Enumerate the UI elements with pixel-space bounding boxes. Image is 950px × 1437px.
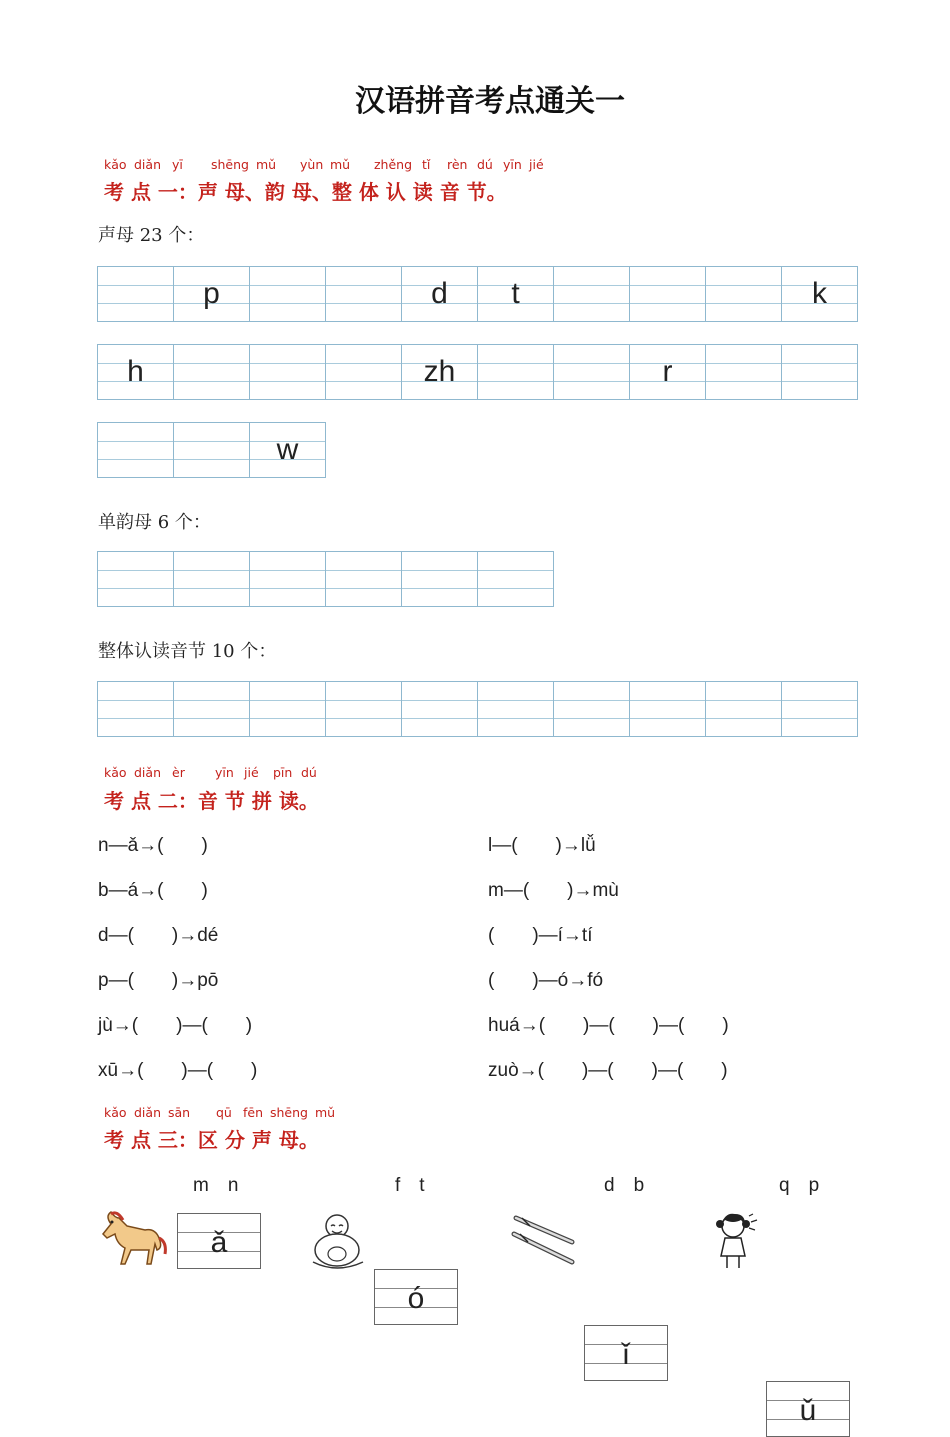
writing-cell[interactable] [478, 266, 554, 322]
initial-pair-2: f t [395, 1175, 425, 1196]
exercise-right-4: ( )—ó→fó [488, 970, 604, 991]
zhengti-grid [97, 681, 858, 737]
writing-cell[interactable] [706, 266, 782, 322]
pinyin-syllable: mǔ [315, 1105, 336, 1120]
letter: zh [423, 355, 456, 388]
pinyin-syllable: rèn [447, 157, 468, 172]
section1-pinyin [104, 157, 604, 173]
yunmu-label: 单韵母 6 个： [98, 512, 211, 533]
writing-cell[interactable] [326, 344, 402, 400]
pinyin-syllable: èr [172, 765, 185, 780]
writing-cell[interactable] [782, 344, 858, 400]
exercise-left-6: xū→( )—( ) [98, 1060, 258, 1081]
shengmu-grid-row3 [97, 422, 326, 478]
pinyin-syllable: pīn [273, 765, 293, 780]
exercise-right-5: huá→( )—( )—( ) [488, 1015, 729, 1036]
pinyin-syllable: yī [172, 157, 183, 172]
pinyin-syllable: zhěng [374, 157, 413, 172]
writing-cell[interactable] [250, 422, 326, 478]
section1-heading: 考 点 一：声 母、韵 母、整 体 认 读 音 节。 [104, 180, 507, 204]
letter: r [662, 355, 673, 388]
pinyin-syllable: yùn [300, 157, 324, 172]
letter: k [812, 277, 827, 310]
writing-cell[interactable] [174, 266, 250, 322]
section2-heading: 考 点 二：音 节 拼 读。 [104, 789, 319, 813]
writing-cell[interactable] [98, 681, 174, 737]
zhengti-label: 整体认读音节 10 个： [98, 641, 277, 662]
pinyin-syllable: jié [529, 157, 544, 172]
letter: w [276, 433, 299, 466]
buddha-icon [305, 1212, 369, 1272]
writing-cell[interactable] [98, 422, 174, 478]
writing-cell[interactable] [478, 551, 554, 607]
writing-cell[interactable] [782, 681, 858, 737]
writing-cell[interactable] [326, 551, 402, 607]
writing-cell[interactable] [326, 266, 402, 322]
section3-heading: 考 点 三：区 分 声 母。 [104, 1128, 319, 1152]
pinyin-syllable: diǎn [134, 157, 161, 172]
girl-icon [711, 1210, 759, 1272]
writing-cell[interactable] [250, 344, 326, 400]
writing-cell[interactable] [250, 681, 326, 737]
writing-cell[interactable] [630, 681, 706, 737]
vowel: ó [407, 1282, 425, 1315]
exercise-left-3: d—( )→dé [98, 925, 219, 946]
initial-pair-1: m n [193, 1175, 239, 1196]
exercise-left-2: b—á→( ) [98, 880, 208, 901]
horse-icon [97, 1208, 167, 1270]
exercise-left-5: jù→( )—( ) [98, 1015, 253, 1036]
initial-pair-4: q p [779, 1175, 820, 1196]
pens-icon [510, 1212, 578, 1272]
writing-cell[interactable] [174, 344, 250, 400]
answer-box-1[interactable] [177, 1213, 261, 1269]
pinyin-syllable: tǐ [422, 157, 431, 172]
answer-box-3[interactable] [584, 1325, 668, 1381]
pinyin-syllable: kǎo [104, 157, 127, 172]
pinyin-syllable: jié [244, 765, 259, 780]
initial-pair-3: d b [604, 1175, 645, 1196]
writing-cell[interactable] [554, 266, 630, 322]
pinyin-syllable: mǔ [330, 157, 351, 172]
pinyin-syllable: qū [216, 1105, 232, 1120]
vowel: ǎ [210, 1226, 228, 1259]
writing-cell[interactable] [250, 551, 326, 607]
section3-pinyin [104, 1105, 404, 1121]
letter: d [431, 277, 448, 310]
writing-cell[interactable] [174, 681, 250, 737]
pinyin-syllable: dú [477, 157, 493, 172]
writing-cell[interactable] [554, 681, 630, 737]
letter: p [203, 277, 220, 310]
exercise-right-2: m—( )→mù [488, 880, 619, 901]
writing-cell[interactable] [250, 266, 326, 322]
writing-cell[interactable] [174, 551, 250, 607]
writing-cell[interactable] [98, 344, 174, 400]
vowel: ǐ [622, 1338, 630, 1371]
shengmu-label: 声母 23 个： [98, 225, 205, 246]
exercise-left-1: n—ǎ→( ) [98, 835, 208, 856]
pinyin-syllable: dú [301, 765, 317, 780]
writing-cell[interactable] [478, 344, 554, 400]
writing-cell[interactable] [402, 551, 478, 607]
pinyin-syllable: shēng [270, 1105, 308, 1120]
pinyin-syllable: diǎn [134, 1105, 161, 1120]
writing-cell[interactable] [402, 266, 478, 322]
writing-cell[interactable] [98, 266, 174, 322]
answer-box-4[interactable] [766, 1381, 850, 1437]
writing-cell[interactable] [706, 681, 782, 737]
vowel: ǔ [799, 1394, 817, 1427]
pinyin-syllable: diǎn [134, 765, 161, 780]
answer-box-2[interactable] [374, 1269, 458, 1325]
page-title: 汉语拼音考点通关一 [355, 84, 625, 119]
writing-cell[interactable] [630, 266, 706, 322]
writing-cell[interactable] [402, 681, 478, 737]
writing-cell[interactable] [478, 681, 554, 737]
section2-pinyin [104, 765, 404, 781]
pinyin-syllable: kǎo [104, 765, 127, 780]
yunmu-grid [97, 551, 554, 607]
shengmu-grid-row1 [97, 266, 858, 322]
writing-cell[interactable] [402, 344, 478, 400]
writing-cell[interactable] [174, 422, 250, 478]
pinyin-syllable: mǔ [256, 157, 277, 172]
letter: h [127, 355, 144, 388]
pinyin-syllable: yīn [215, 765, 234, 780]
writing-cell[interactable] [706, 344, 782, 400]
writing-cell[interactable] [782, 266, 858, 322]
pinyin-syllable: sān [168, 1105, 191, 1120]
pinyin-syllable: kǎo [104, 1105, 127, 1120]
exercise-right-3: ( )—í→tí [488, 925, 593, 946]
letter: t [511, 277, 520, 310]
shengmu-grid-row2 [97, 344, 858, 400]
exercise-left-4: p—( )→pō [98, 970, 219, 991]
pinyin-syllable: fēn [243, 1105, 264, 1120]
writing-cell[interactable] [630, 344, 706, 400]
exercise-right-1: l—( )→lǚ [488, 835, 596, 856]
writing-cell[interactable] [326, 681, 402, 737]
pinyin-syllable: yīn [503, 157, 522, 172]
writing-cell[interactable] [98, 551, 174, 607]
writing-cell[interactable] [554, 344, 630, 400]
pinyin-syllable: shēng [211, 157, 249, 172]
exercise-right-6: zuò→( )—( )—( ) [488, 1060, 728, 1081]
